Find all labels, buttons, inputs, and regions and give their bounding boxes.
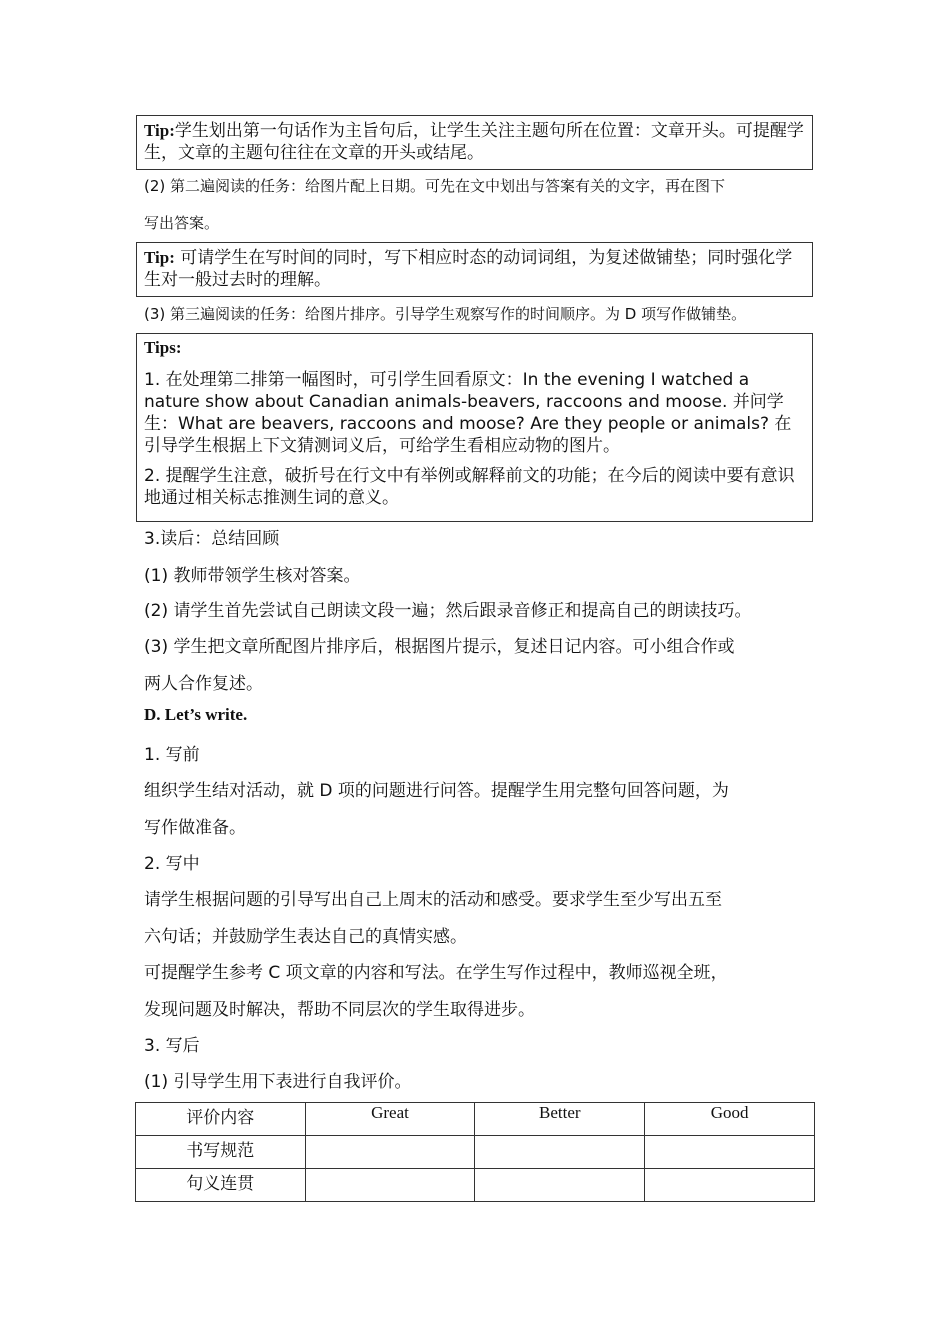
tip-box-1 bbox=[136, 115, 813, 170]
step-line: 发现问题及时解决，帮助不同层次的学生取得进步。 bbox=[144, 1000, 535, 1020]
tip-paragraph-1: 1. 在处理第二排第一幅图时，可引学生回看原文：In the evening I watched a nature show about Canadian animals-beavers, raccoons and moose. 并问学生：What are beavers, raccoons and moose? Are they people or animals? 在引导学生根据上下文猜测词义后，可给学生看相应动物的图片。 bbox=[144, 370, 792, 456]
step-line: (1) 教师带领学生核对答案。 bbox=[144, 566, 361, 586]
table-header-cell: 评价内容 bbox=[136, 1103, 306, 1136]
step-line: 写作做准备。 bbox=[144, 818, 246, 838]
tip-box-3 bbox=[136, 333, 813, 522]
step-line: (1) 引导学生用下表进行自我评价。 bbox=[144, 1072, 412, 1092]
table-header-row bbox=[136, 1103, 815, 1136]
table-cell bbox=[645, 1169, 815, 1202]
reading-task-2-cont: 写出答案。 bbox=[144, 214, 220, 232]
tip-box-2 bbox=[136, 242, 813, 297]
table-row bbox=[136, 1169, 815, 1202]
reading-task-3: (3) 第三遍阅读的任务：给图片排序。引导学生观察写作的时间顺序。为 D 项写作做铺垫。 bbox=[144, 305, 747, 323]
reading-task-2: (2) 第二遍阅读的任务：给图片配上日期。可先在文中划出与答案有关的文字，再在图下 bbox=[144, 177, 726, 195]
step-line: 两人合作复述。 bbox=[144, 674, 263, 694]
tip-label: Tip: bbox=[144, 248, 175, 267]
tip-text: 可请学生在写时间的同时，写下相应时态的动词词组，为复述做铺垫；同时强化学生对一般过去时的理解。 bbox=[144, 248, 793, 290]
table-header-cell: Good bbox=[645, 1103, 815, 1136]
table-cell bbox=[305, 1136, 475, 1169]
step-line: (2) 请学生首先尝试自己朗读文段一遍；然后跟录音修正和提高自己的朗读技巧。 bbox=[144, 601, 752, 621]
table-cell bbox=[645, 1136, 815, 1169]
table-cell bbox=[475, 1136, 645, 1169]
step-heading: 3. 写后 bbox=[144, 1036, 200, 1056]
tip-label: Tip: bbox=[144, 121, 175, 140]
table-row bbox=[136, 1136, 815, 1169]
step-heading: 2. 写中 bbox=[144, 854, 200, 874]
step-line: 组织学生结对活动，就 D 项的问题进行问答。提醒学生用完整句回答问题，为 bbox=[144, 781, 729, 801]
step-line: (3) 学生把文章所配图片排序后，根据图片提示，复述日记内容。可小组合作或 bbox=[144, 637, 735, 657]
self-evaluation-table bbox=[135, 1102, 815, 1202]
section-heading-d: D. Let’s write. bbox=[144, 705, 248, 724]
after-reading-heading: 3.读后：总结回顾 bbox=[144, 529, 280, 549]
table-cell: 书写规范 bbox=[136, 1136, 306, 1169]
step-line: 请学生根据问题的引导写出自己上周末的活动和感受。要求学生至少写出五至 bbox=[144, 890, 722, 910]
table-cell bbox=[305, 1169, 475, 1202]
tips-label: Tips: bbox=[144, 338, 182, 357]
table-header-cell: Better bbox=[475, 1103, 645, 1136]
tip-text: 学生划出第一句话作为主旨句后，让学生关注主题句所在位置：文章开头。可提醒学生，文章的主题句往往在文章的开头或结尾。 bbox=[144, 121, 804, 163]
table-cell: 句义连贯 bbox=[136, 1169, 306, 1202]
step-line: 六句话；并鼓励学生表达自己的真情实感。 bbox=[144, 927, 467, 947]
table-header-cell: Great bbox=[305, 1103, 475, 1136]
table-cell bbox=[475, 1169, 645, 1202]
step-line: 可提醒学生参考 C 项文章的内容和写法。在学生写作过程中，教师巡视全班， bbox=[144, 963, 728, 983]
tip-paragraph-2: 2. 提醒学生注意，破折号在行文中有举例或解释前文的功能；在今后的阅读中要有意识地通过相关标志推测生词的意义。 bbox=[144, 466, 795, 508]
step-heading: 1. 写前 bbox=[144, 745, 200, 765]
